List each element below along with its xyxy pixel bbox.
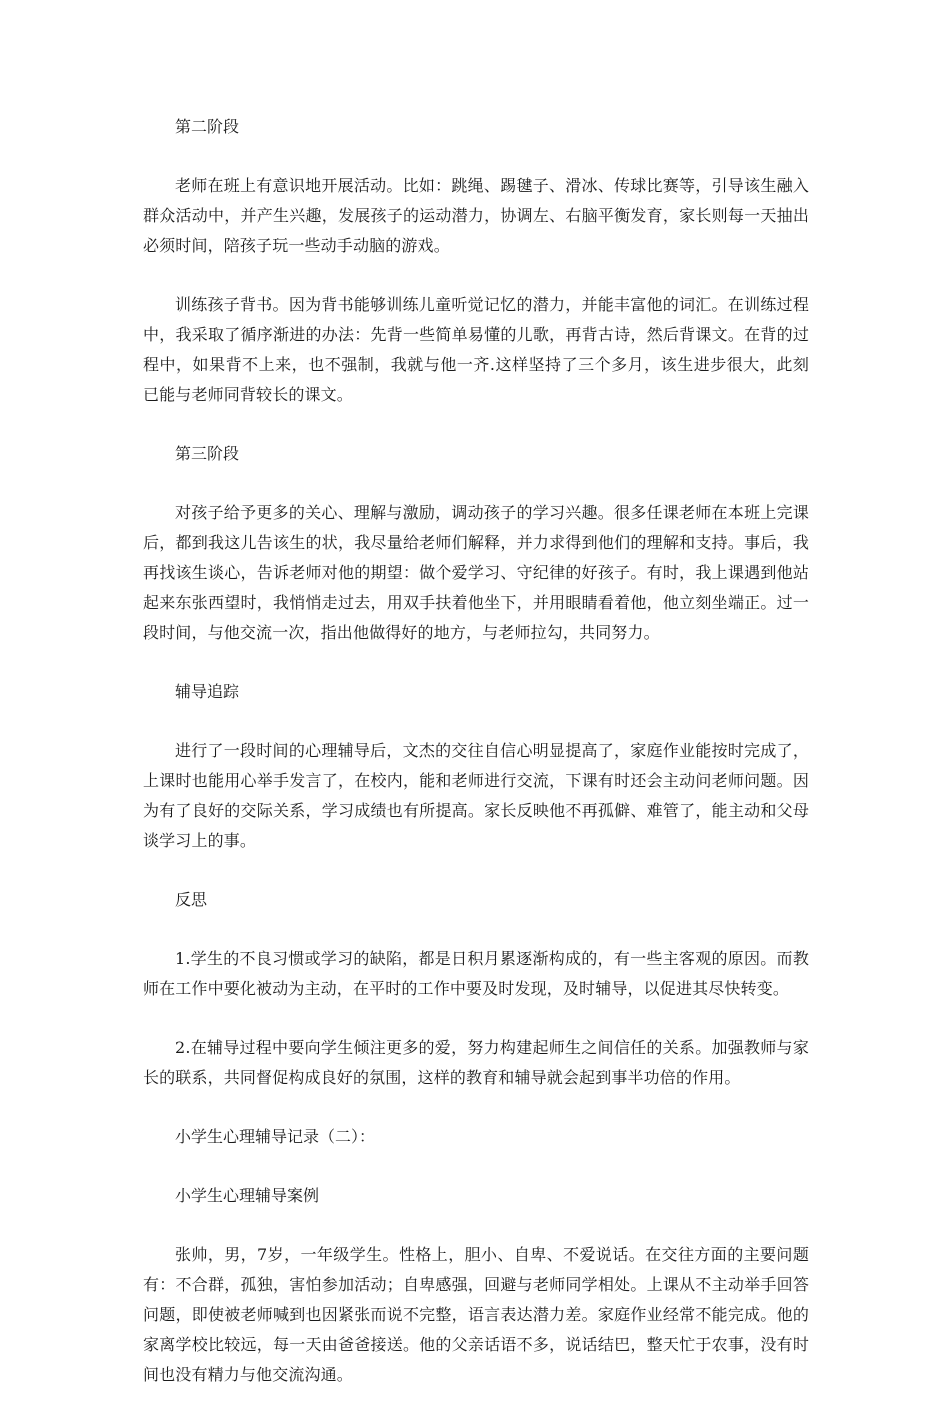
paragraph-recitation: 训练孩子背书。因为背书能够训练儿童听觉记忆的潜力，并能丰富他的词汇。在训练过程中，我采取了循序渐进的办法：先背一些简单易懂的儿歌，再背古诗，然后背课文。在背的过程中，如果背不上来，也不强制，我就与他一齐.这样坚持了三个多月，该生进步很大，此刻已能与老师同背较长的课文。 [143, 295, 809, 404]
paragraph-activities: 老师在班上有意识地开展活动。比如：跳绳、踢毽子、滑冰、传球比赛等，引导该生融入群众活动中，并产生兴趣，发展孩子的运动潜力，协调左、右脑平衡发育，家长则每一天抽出必须时间，陪孩子玩一些动手动脑的游戏。 [143, 176, 809, 255]
section-heading-follow-up: 辅导追踪 [175, 682, 240, 701]
section-heading-record-2: 小学生心理辅导记录（二）： [175, 1127, 376, 1146]
section-heading-stage-2: 第二阶段 [175, 117, 240, 136]
document-page [143, 112, 809, 1419]
paragraph-follow-up: 进行了一段时间的心理辅导后，文杰的交往自信心明显提高了，家庭作业能按时完成了，上课时也能用心举手发言了，在校内，能和老师进行交流，下课有时还会主动问老师问题。因为有了良好的交际关系，学习成绩也有所提高。家长反映他不再孤僻、难管了，能主动和父母谈学习上的事。 [143, 741, 809, 850]
section-heading-reflection: 反思 [175, 890, 208, 909]
paragraph-encouragement: 对孩子给予更多的关心、理解与激励，调动孩子的学习兴趣。很多任课老师在本班上完课后，都到我这儿告该生的状，我尽量给老师们解释，并力求得到他们的理解和支持。事后，我再找该生谈心，告诉老师对他的期望：做个爱学习、守纪律的好孩子。有时，我上课遇到他站起来东张西望时，我悄悄走过去，用双手扶着他坐下，并用眼睛看着他，他立刻坐端正。过一段时间，与他交流一次，指出他做得好的地方，与老师拉勾，共同努力。 [143, 503, 809, 642]
section-heading-case: 小学生心理辅导案例 [175, 1186, 320, 1205]
paragraph-case-description: 张帅，男，7岁，一年级学生。性格上，胆小、自卑、不爱说话。在交往方面的主要问题有：不合群，孤独，害怕参加活动；自卑感强，回避与老师同学相处。上课从不主动举手回答问题，即使被老师喊到也因紧张而说不完整，语言表达潜力差。家庭作业经常不能完成。他的家离学校比较远，每一天由爸爸接送。他的父亲话语不多，说话结巴，整天忙于农事，没有时间也没有精力与他交流沟通。 [143, 1245, 809, 1384]
paragraph-reflection-2: 2.在辅导过程中要向学生倾注更多的爱，努力构建起师生之间信任的关系。加强教师与家长的联系，共同督促构成良好的氛围，这样的教育和辅导就会起到事半功倍的作用。 [143, 1038, 809, 1087]
paragraph-reflection-1: 1.学生的不良习惯或学习的缺陷，都是日积月累逐渐构成的，有一些主客观的原因。而教师在工作中要化被动为主动，在平时的工作中要及时发现，及时辅导，以促进其尽快转变。 [143, 949, 809, 998]
section-heading-stage-3: 第三阶段 [175, 444, 240, 463]
